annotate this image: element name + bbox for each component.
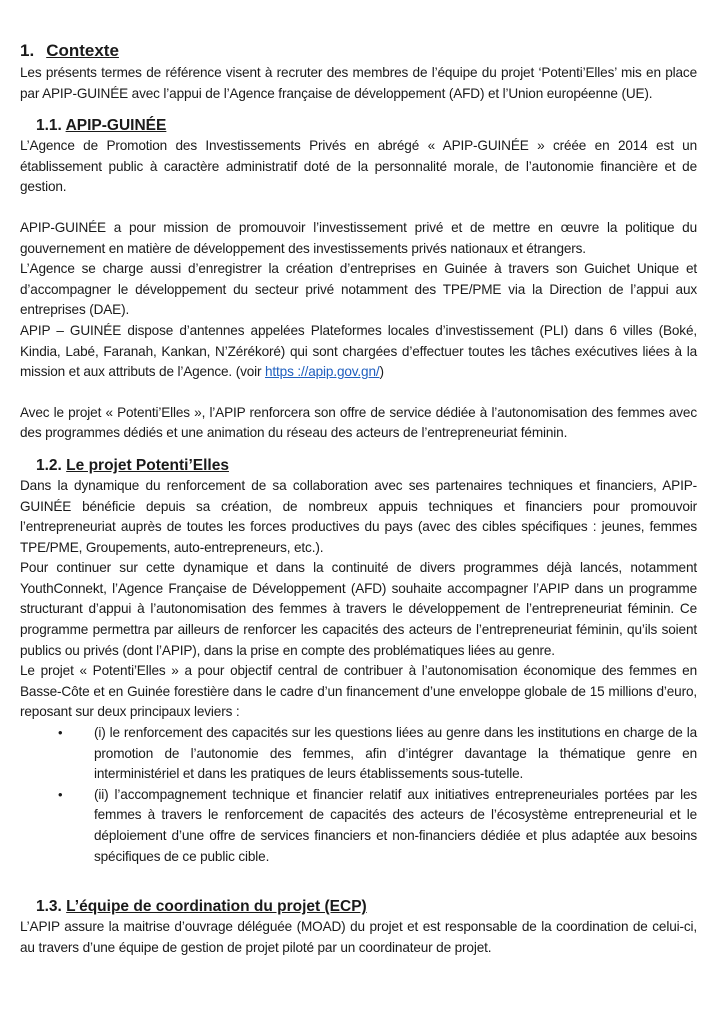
paragraph: Dans la dynamique du renforcement de sa collaboration avec ses partenaires techniques et financiers, APIP-GUINÉE bénéficie depuis sa création, de nombreux appuis techniques et financiers pour promouvoir l’entrepreneuriat auprès de toutes les forces productives du pays (avec des cibles spécifiques : jeunes, femmes TPE/PME, Groupements, auto-entrepreneurs, etc.). xyxy=(20,477,697,555)
paragraph: L’Agence se charge aussi d’enregistrer la création d’entreprises en Guinée à travers son Guichet Unique et d’accompagner le développement du secteur privé notamment des TPE/PME via la Direction de l’appui aux entreprises (DAE). xyxy=(20,261,697,318)
subsection-number: 1.1. xyxy=(36,117,62,135)
section-heading-contexte xyxy=(20,40,697,61)
paragraph: Les présents termes de référence visent à recruter des membres de l’équipe du projet ‘Potenti’Elles’ mis en place par APIP-GUINÉE avec l’appui de l’Agence française de développement (AFD) et l’Union européenne (UE). xyxy=(20,65,697,101)
subsection-number: 1.3. xyxy=(36,898,62,916)
section-title: Contexte xyxy=(46,41,119,60)
list-item: • (ii) l’accompagnement technique et financier relatif aux initiatives entrepreneuriales portées par les femmes à travers le renforcement de capacités des acteurs de l’écosystème entrepreneurial et le déploiement d’une offre de services financiers et non-financiers dédiée et plus adaptée aux besoins spécifiques de ce public cible. xyxy=(58,786,697,864)
paragraph: Le projet « Potenti’Elles » a pour objectif central de contribuer à l’autonomisation économique des femmes en Basse-Côte et en Guinée forestière dans le cadre d’un financement d’une enveloppe globale de 15 millions d’euro, reposant sur deux principaux leviers : xyxy=(20,663,697,720)
subsection-title: Le projet Potenti’Elles xyxy=(66,456,229,474)
list-item: • (i) le renforcement des capacités sur les questions liées au genre dans les institutions en charge de la promotion de l’autonomie des femmes, afin d’intégrer davantage la thématique genre en interministériel et dans les pratiques de leurs établissements sous-tutelle. xyxy=(58,725,697,782)
paragraph: Pour continuer sur cette dynamique et dans la continuité de divers programmes déjà lancés, notamment YouthConnekt, l’Agence Française de Développement (AFD) souhaite accompagner l’APIP dans un programme structurant d’appui à l’autonomisation des femmes à travers le développement de l’entrepreneuriat féminin. Ce programme permettra par ailleurs de renforcer les capacités des acteurs de l’entrepreneuriat féminin, qu’ils soient publics ou privés (dont l’APIP), dans la prise en compte des problématiques liées au genre. xyxy=(20,560,697,658)
subsection-heading-apip-guinee xyxy=(20,116,697,136)
paragraph: L’Agence de Promotion des Investissements Privés en abrégé « APIP-GUINÉE » créée en 2014 est un établissement public à caractère administratif doté de la personnalité morale, de l’autonomie financière et de gestion. xyxy=(20,138,697,195)
subsection-title: L’équipe de coordination du projet (ECP) xyxy=(66,898,367,916)
paragraph: L’APIP assure la maitrise d’ouvrage déléguée (MOAD) du projet et est responsable de la coordination de celui-ci, au travers d’une équipe de gestion de projet piloté par un coordinateur de projet. xyxy=(20,919,697,955)
section-number: 1. xyxy=(20,41,35,60)
apip-website-link[interactable]: https ://apip.gov.gn/ xyxy=(265,364,380,380)
paragraph: APIP-GUINÉE a pour mission de promouvoir l’investissement privé et de mettre en œuvre la politique du gouvernement en matière de développement des investissements privés nationaux et étrangers. xyxy=(20,219,697,256)
subsection-heading-ecp xyxy=(20,897,697,917)
subsection-title: APIP-GUINÉE xyxy=(65,117,167,135)
bullet-list xyxy=(20,723,697,867)
paragraph: Avec le projet « Potenti’Elles », l’APIP renforcera son offre de service dédiée à l’autonomisation des femmes avec des programmes dédiés et une animation du réseau des acteurs de l’entrepreneuriat féminin. xyxy=(20,404,697,441)
subsection-number: 1.2. xyxy=(36,456,62,474)
bullet-icon: • xyxy=(58,786,63,802)
paragraph: APIP – GUINÉE dispose d’antennes appelées Plateformes locales d’investissement (PLI) dans 6 villes (Boké, Kindia, Labé, Faranah, Kankan, N’Zérékoré) qui sont chargées d’effectuer toutes les tâches exécutives liées à la mission et aux attributs de l’Agence. (voir https ://apip.gov.gn/) xyxy=(20,322,697,380)
subsection-heading-potentielles xyxy=(20,456,697,476)
bullet-icon: • xyxy=(58,725,63,741)
